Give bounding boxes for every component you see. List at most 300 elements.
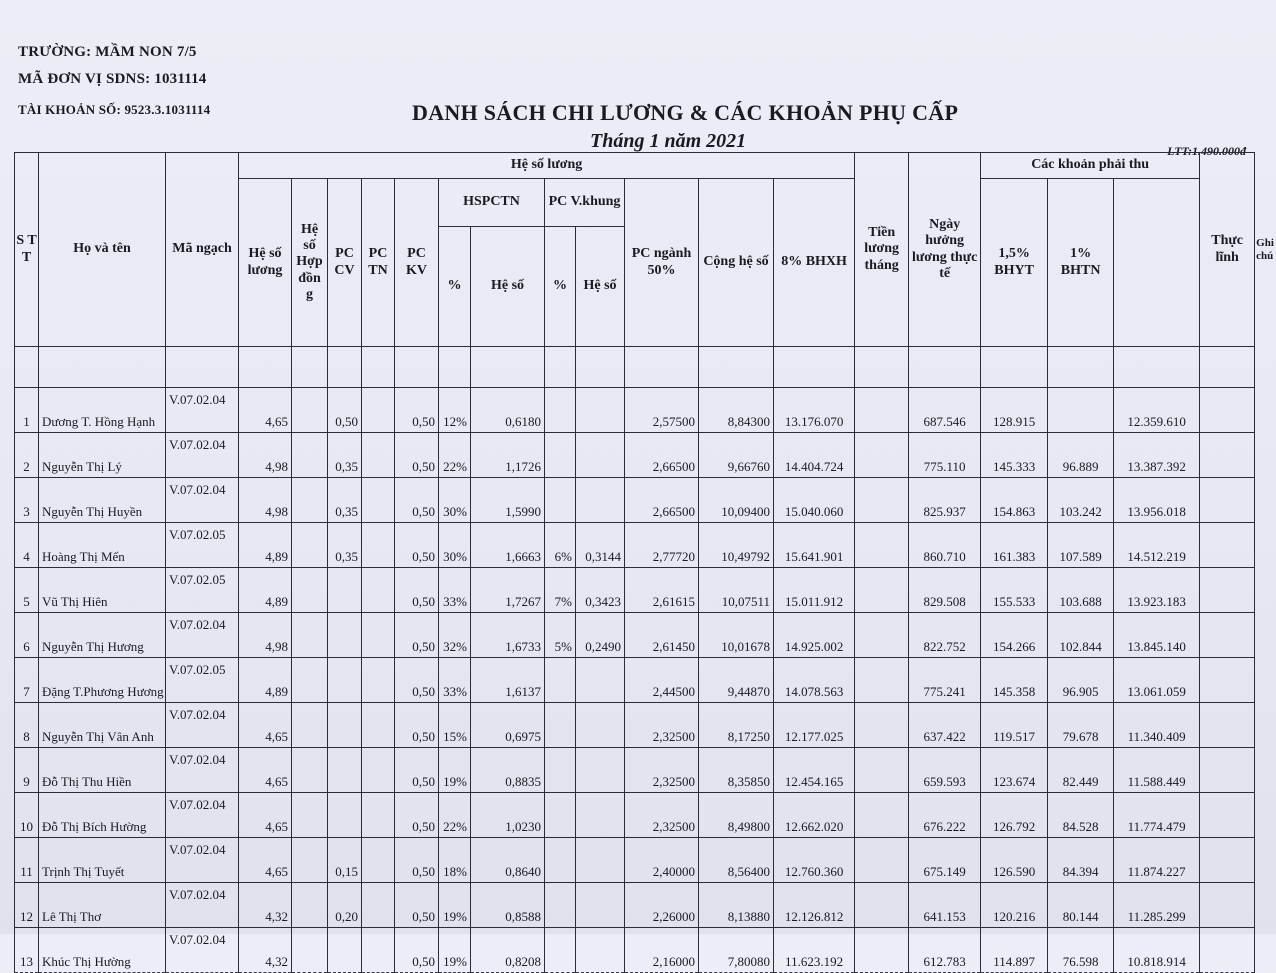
row-vk-percent bbox=[545, 703, 576, 748]
row-pc-nganh: 2,26000 bbox=[625, 883, 699, 928]
row-hspctn-percent: 15% bbox=[439, 703, 471, 748]
table-row bbox=[15, 748, 1255, 793]
row-name: Đỗ Thị Thu Hiền bbox=[39, 748, 166, 793]
row-total-coefficient: 8,35850 bbox=[699, 748, 774, 793]
row-monthly-salary: 13.176.070 bbox=[774, 388, 855, 433]
row-actual-days bbox=[855, 838, 909, 883]
row-bhxh: 641.153 bbox=[909, 883, 981, 928]
table-row bbox=[15, 928, 1255, 973]
row-bhyt: 128.915 bbox=[981, 388, 1048, 433]
row-monthly-salary: 15.040.060 bbox=[774, 478, 855, 523]
row-bhyt: 154.863 bbox=[981, 478, 1048, 523]
row-actual-days bbox=[855, 928, 909, 973]
row-bhxh: 860.710 bbox=[909, 523, 981, 568]
row-pc-nganh: 2,61615 bbox=[625, 568, 699, 613]
row-bhyt: 154.266 bbox=[981, 613, 1048, 658]
col-actual-days: Ngày hưởng lương thực tế bbox=[909, 153, 981, 347]
row-monthly-salary: 14.404.724 bbox=[774, 433, 855, 478]
header-spacer-row bbox=[15, 347, 1255, 388]
row-name: Khúc Thị Hường bbox=[39, 928, 166, 973]
row-coefficient: 4,89 bbox=[239, 658, 292, 703]
salary-table: S T T Họ và tên Mã ngạch Hệ số lương Tiền lương tháng Ngày hưởng lương thực tế Các khoản phải thu Thực lĩnh Ghi chú Hệ số lương Hệ số Hợp đồn g PC CV PC TN PC KV HSPCTN PC V.khung PC ngành 50% Cộng hệ số 8% BHXH 1,5% BHYT 1% BHTN % Hệ số % Hệ số 1 Dương T. Hồng Hạnh V.07.02.04 4,65 0,50 0,50 12% 0,6180 2,57500 8,84300 13.176.070 687.546 128.915 12.359.610 2 Nguyễn Thị Lý V.07.02.04 4,98 0,35 0,50 22% 1,1726 2,66500 9,66760 14.404.724 775.110 145.333 96.889 13.387.392 3 Nguyễn Thị Huyền V.07.02.04 4,98 0,35 0,50 30% 1,5990 2,66500 10,09400 15.040.060 825.937 154.863 103.242 13.956.018 4 Hoàng Thị Mến V.07.02.05 4,89 0,35 0,50 30% 1,6663 6% 0,3144 2,77720 10,49792 15.641.901 860.710 161.383 107.589 14.512.219 5 Vũ Thị Hiên V.07.02.05 4,89 0,50 33% 1,7267 7% 0,3423 2,61615 10,07511 15.011.912 829.508 155.533 103.688 13.923.183 6 Nguyễn Thị Hương V.07.02.04 4,98 0,50 32% 1,6733 5% 0,2490 2,61450 10,01678 14.925.002 822.752 154.266 102.844 13.845.140 7 Đặng T.Phương Hương V.07.02.05 4,89 0,50 33% 1,6137 2,44500 9,44870 14.078.563 775.241 145.358 96.905 13.061.059 8 Nguyễn Thị Vân Anh V.07.02.04 4,65 0,50 15% 0,6975 2,32500 8,17250 12.177.025 637.422 119.517 79.678 11.340.409 9 Đỗ Thị Thu Hiền V.07.02.04 4,65 0,50 19% 0,8835 2,32500 8,35850 12.454.165 659.593 123.674 82.449 11.588.449 10 Đỗ Thị Bích Hường V.07.02.04 4,65 0,50 22% 1,0230 2,32500 8,49800 12.662.020 676.222 126.792 84.528 11.774.479 11 Trịnh Thị Tuyết V.07.02.04 4,65 0,15 0,50 18% 0,8640 2,40000 8,56400 12.760.360 675.149 126.590 84.394 11.874.227 12 Lê Thị Thơ V.07.02.04 4,32 0,20 0,50 19% 0,8588 2,26000 8,13880 12.126.812 641.153 120.216 80.144 11.285.299 13 Khúc Thị Hường V.07.02.04 4,32 0,50 19% 0,8208 2,16000 7,80080 11.623.192 612.783 114.897 76.598 10.818.914 bbox=[14, 152, 1255, 973]
row-vk-percent: 7% bbox=[545, 568, 576, 613]
row-bhyt: 123.674 bbox=[981, 748, 1048, 793]
row-hspctn-coefficient: 1,0230 bbox=[471, 793, 545, 838]
col-net-pay: Thực lĩnh bbox=[1200, 153, 1255, 347]
row-code: V.07.02.04 bbox=[166, 478, 239, 523]
row-coefficient: 4,65 bbox=[239, 388, 292, 433]
row-bhxh: 822.752 bbox=[909, 613, 981, 658]
row-code: V.07.02.05 bbox=[166, 658, 239, 703]
row-coefficient: 4,65 bbox=[239, 748, 292, 793]
row-pc-tn bbox=[362, 883, 395, 928]
row-pc-kv: 0,50 bbox=[395, 658, 439, 703]
row-name: Đỗ Thị Bích Hường bbox=[39, 793, 166, 838]
table-row bbox=[15, 523, 1255, 568]
row-name: Nguyễn Thị Lý bbox=[39, 433, 166, 478]
row-pc-kv: 0,50 bbox=[395, 523, 439, 568]
table-row bbox=[15, 703, 1255, 748]
row-pc-cv bbox=[328, 613, 362, 658]
row-bhtn: 82.449 bbox=[1048, 748, 1114, 793]
row-total-coefficient: 9,44870 bbox=[699, 658, 774, 703]
row-notes bbox=[1200, 478, 1255, 523]
row-code: V.07.02.04 bbox=[166, 613, 239, 658]
row-stt: 5 bbox=[15, 568, 39, 613]
row-code: V.07.02.04 bbox=[166, 433, 239, 478]
row-pc-tn bbox=[362, 658, 395, 703]
row-monthly-salary: 11.623.192 bbox=[774, 928, 855, 973]
row-net-pay: 13.387.392 bbox=[1114, 433, 1200, 478]
col-group-coefficient: Hệ số lương bbox=[239, 153, 855, 179]
row-coefficient: 4,32 bbox=[239, 928, 292, 973]
row-code: V.07.02.04 bbox=[166, 883, 239, 928]
row-name: Trịnh Thị Tuyết bbox=[39, 838, 166, 883]
row-bhyt: 120.216 bbox=[981, 883, 1048, 928]
row-actual-days bbox=[855, 658, 909, 703]
table-row bbox=[15, 658, 1255, 703]
row-hspctn-coefficient: 0,6975 bbox=[471, 703, 545, 748]
row-vk-coefficient: 0,3144 bbox=[576, 523, 625, 568]
row-net-pay: 13.845.140 bbox=[1114, 613, 1200, 658]
row-hspctn-percent: 30% bbox=[439, 523, 471, 568]
row-hspctn-coefficient: 0,8208 bbox=[471, 928, 545, 973]
row-net-pay: 13.956.018 bbox=[1114, 478, 1200, 523]
row-pc-nganh: 2,66500 bbox=[625, 433, 699, 478]
row-name: Lê Thị Thơ bbox=[39, 883, 166, 928]
row-pc-nganh: 2,44500 bbox=[625, 658, 699, 703]
row-pc-nganh: 2,32500 bbox=[625, 793, 699, 838]
table-row bbox=[15, 433, 1255, 478]
school-name: TRƯỜNG: MẦM NON 7/5 bbox=[18, 44, 197, 60]
row-total-coefficient: 10,01678 bbox=[699, 613, 774, 658]
row-pc-kv: 0,50 bbox=[395, 478, 439, 523]
row-contract bbox=[292, 568, 328, 613]
base-salary-note: LTT:1.490.000đ bbox=[1167, 144, 1246, 158]
row-pc-cv bbox=[328, 658, 362, 703]
row-vk-coefficient bbox=[576, 703, 625, 748]
row-total-coefficient: 10,07511 bbox=[699, 568, 774, 613]
col-bhyt: 1,5% BHYT bbox=[981, 179, 1048, 347]
row-hspctn-percent: 19% bbox=[439, 883, 471, 928]
row-code: V.07.02.04 bbox=[166, 793, 239, 838]
row-vk-percent bbox=[545, 838, 576, 883]
row-actual-days bbox=[855, 523, 909, 568]
row-bhyt: 145.333 bbox=[981, 433, 1048, 478]
row-monthly-salary: 15.011.912 bbox=[774, 568, 855, 613]
row-pc-kv: 0,50 bbox=[395, 703, 439, 748]
row-coefficient: 4,98 bbox=[239, 478, 292, 523]
table-row bbox=[15, 883, 1255, 928]
row-name: Vũ Thị Hiên bbox=[39, 568, 166, 613]
row-vk-coefficient bbox=[576, 793, 625, 838]
row-bhxh: 612.783 bbox=[909, 928, 981, 973]
row-hspctn-percent: 33% bbox=[439, 658, 471, 703]
row-code: V.07.02.05 bbox=[166, 523, 239, 568]
row-hspctn-coefficient: 1,5990 bbox=[471, 478, 545, 523]
row-contract bbox=[292, 928, 328, 973]
col-code: Mã ngạch bbox=[166, 153, 239, 347]
row-notes bbox=[1200, 793, 1255, 838]
table-row bbox=[15, 793, 1255, 838]
row-name: Nguyễn Thị Huyền bbox=[39, 478, 166, 523]
col-bhxh: 8% BHXH bbox=[774, 179, 855, 347]
row-pc-kv: 0,50 bbox=[395, 748, 439, 793]
col-pc-nganh: PC ngành 50% bbox=[625, 179, 699, 347]
table-row bbox=[15, 838, 1255, 883]
row-stt: 1 bbox=[15, 388, 39, 433]
row-hspctn-percent: 12% bbox=[439, 388, 471, 433]
row-pc-nganh: 2,32500 bbox=[625, 703, 699, 748]
row-hspctn-percent: 22% bbox=[439, 433, 471, 478]
row-contract bbox=[292, 748, 328, 793]
row-actual-days bbox=[855, 613, 909, 658]
account-number: TÀI KHOẢN SỐ: 9523.3.1031114 bbox=[18, 102, 211, 117]
table-row bbox=[15, 388, 1255, 433]
row-hspctn-percent: 32% bbox=[439, 613, 471, 658]
row-actual-days bbox=[855, 703, 909, 748]
row-vk-percent bbox=[545, 748, 576, 793]
row-net-pay: 13.923.183 bbox=[1114, 568, 1200, 613]
row-notes bbox=[1200, 748, 1255, 793]
row-total-coefficient: 8,56400 bbox=[699, 838, 774, 883]
row-total-coefficient: 10,09400 bbox=[699, 478, 774, 523]
row-pc-kv: 0,50 bbox=[395, 883, 439, 928]
row-vk-coefficient bbox=[576, 433, 625, 478]
row-bhtn: 102.844 bbox=[1048, 613, 1114, 658]
row-net-pay: 10.818.914 bbox=[1114, 928, 1200, 973]
row-pc-cv: 0,35 bbox=[328, 478, 362, 523]
row-pc-cv: 0,20 bbox=[328, 883, 362, 928]
row-coefficient: 4,65 bbox=[239, 793, 292, 838]
row-vk-percent: 6% bbox=[545, 523, 576, 568]
row-net-pay: 11.588.449 bbox=[1114, 748, 1200, 793]
row-bhtn: 80.144 bbox=[1048, 883, 1114, 928]
row-stt: 12 bbox=[15, 883, 39, 928]
row-actual-days bbox=[855, 883, 909, 928]
row-contract bbox=[292, 523, 328, 568]
row-contract bbox=[292, 838, 328, 883]
row-pc-nganh: 2,66500 bbox=[625, 478, 699, 523]
row-pc-nganh: 2,40000 bbox=[625, 838, 699, 883]
row-hspctn-percent: 30% bbox=[439, 478, 471, 523]
row-pc-tn bbox=[362, 478, 395, 523]
row-notes bbox=[1200, 883, 1255, 928]
row-monthly-salary: 12.126.812 bbox=[774, 883, 855, 928]
row-total-coefficient: 7,80080 bbox=[699, 928, 774, 973]
row-net-pay: 11.285.299 bbox=[1114, 883, 1200, 928]
row-hspctn-percent: 19% bbox=[439, 748, 471, 793]
row-pc-cv bbox=[328, 793, 362, 838]
row-vk-coefficient bbox=[576, 748, 625, 793]
row-total-coefficient: 8,13880 bbox=[699, 883, 774, 928]
row-bhxh: 775.241 bbox=[909, 658, 981, 703]
row-contract bbox=[292, 883, 328, 928]
row-name: Đặng T.Phương Hương bbox=[39, 658, 166, 703]
row-bhtn: 84.528 bbox=[1048, 793, 1114, 838]
row-bhtn: 79.678 bbox=[1048, 703, 1114, 748]
row-actual-days bbox=[855, 433, 909, 478]
col-pc-kv: PC KV bbox=[395, 179, 439, 347]
col-pc-cv: PC CV bbox=[328, 179, 362, 347]
row-pc-kv: 0,50 bbox=[395, 568, 439, 613]
row-net-pay: 11.774.479 bbox=[1114, 793, 1200, 838]
row-contract bbox=[292, 613, 328, 658]
row-stt: 10 bbox=[15, 793, 39, 838]
row-coefficient: 4,65 bbox=[239, 703, 292, 748]
col-group-pc-vkhung: PC V.khung bbox=[545, 179, 625, 227]
row-stt: 6 bbox=[15, 613, 39, 658]
col-contract-coefficient: Hệ số Hợp đồn g bbox=[292, 179, 328, 347]
row-actual-days bbox=[855, 478, 909, 523]
row-bhxh: 637.422 bbox=[909, 703, 981, 748]
row-monthly-salary: 12.177.025 bbox=[774, 703, 855, 748]
row-contract bbox=[292, 388, 328, 433]
row-hspctn-percent: 18% bbox=[439, 838, 471, 883]
row-stt: 4 bbox=[15, 523, 39, 568]
row-pc-nganh: 2,77720 bbox=[625, 523, 699, 568]
row-vk-percent bbox=[545, 793, 576, 838]
row-bhyt: 126.792 bbox=[981, 793, 1048, 838]
row-code: V.07.02.04 bbox=[166, 838, 239, 883]
row-actual-days bbox=[855, 748, 909, 793]
row-pc-tn bbox=[362, 613, 395, 658]
row-notes bbox=[1200, 613, 1255, 658]
row-vk-percent bbox=[545, 478, 576, 523]
document-title: DANH SÁCH CHI LƯƠNG & CÁC KHOẢN PHỤ CẤP bbox=[412, 100, 959, 125]
row-code: V.07.02.04 bbox=[166, 703, 239, 748]
row-hspctn-coefficient: 0,6180 bbox=[471, 388, 545, 433]
col-monthly-salary: Tiền lương tháng bbox=[855, 153, 909, 347]
row-monthly-salary: 14.078.563 bbox=[774, 658, 855, 703]
col-hspctn-percent: % bbox=[439, 227, 471, 347]
row-code: V.07.02.04 bbox=[166, 748, 239, 793]
row-name: Dương T. Hồng Hạnh bbox=[39, 388, 166, 433]
row-total-coefficient: 8,84300 bbox=[699, 388, 774, 433]
row-bhtn: 103.242 bbox=[1048, 478, 1114, 523]
row-stt: 2 bbox=[15, 433, 39, 478]
row-total-coefficient: 10,49792 bbox=[699, 523, 774, 568]
document-subtitle: Tháng 1 năm 2021 bbox=[590, 130, 747, 152]
row-pc-nganh: 2,57500 bbox=[625, 388, 699, 433]
row-notes bbox=[1200, 703, 1255, 748]
row-stt: 11 bbox=[15, 838, 39, 883]
row-hspctn-percent: 19% bbox=[439, 928, 471, 973]
row-name: Nguyễn Thị Hương bbox=[39, 613, 166, 658]
row-notes bbox=[1200, 388, 1255, 433]
row-bhyt: 161.383 bbox=[981, 523, 1048, 568]
row-hspctn-coefficient: 0,8588 bbox=[471, 883, 545, 928]
row-bhyt: 119.517 bbox=[981, 703, 1048, 748]
row-notes bbox=[1200, 568, 1255, 613]
col-stt: S T T bbox=[15, 153, 39, 347]
row-contract bbox=[292, 703, 328, 748]
row-pc-cv: 0,35 bbox=[328, 523, 362, 568]
row-pc-tn bbox=[362, 703, 395, 748]
row-vk-coefficient bbox=[576, 928, 625, 973]
row-net-pay: 14.512.219 bbox=[1114, 523, 1200, 568]
row-actual-days bbox=[855, 568, 909, 613]
row-vk-percent: 5% bbox=[545, 613, 576, 658]
row-net-pay: 11.340.409 bbox=[1114, 703, 1200, 748]
row-pc-tn bbox=[362, 928, 395, 973]
row-net-pay: 11.874.227 bbox=[1114, 838, 1200, 883]
row-bhxh: 676.222 bbox=[909, 793, 981, 838]
col-bhtn: 1% BHTN bbox=[1048, 179, 1114, 347]
row-pc-tn bbox=[362, 748, 395, 793]
row-coefficient: 4,98 bbox=[239, 613, 292, 658]
col-coefficient: Hệ số lương bbox=[239, 179, 292, 347]
row-code: V.07.02.04 bbox=[166, 928, 239, 973]
table-row bbox=[15, 478, 1255, 523]
row-pc-kv: 0,50 bbox=[395, 613, 439, 658]
row-vk-coefficient bbox=[576, 658, 625, 703]
row-bhxh: 675.149 bbox=[909, 838, 981, 883]
row-bhtn: 84.394 bbox=[1048, 838, 1114, 883]
row-code: V.07.02.04 bbox=[166, 388, 239, 433]
row-bhyt: 114.897 bbox=[981, 928, 1048, 973]
row-pc-tn bbox=[362, 838, 395, 883]
row-notes bbox=[1200, 838, 1255, 883]
row-hspctn-coefficient: 1,1726 bbox=[471, 433, 545, 478]
table-row bbox=[15, 613, 1255, 658]
row-name: Hoàng Thị Mến bbox=[39, 523, 166, 568]
row-monthly-salary: 15.641.901 bbox=[774, 523, 855, 568]
row-contract bbox=[292, 433, 328, 478]
col-hspctn-coefficient: Hệ số bbox=[471, 227, 545, 347]
row-pc-tn bbox=[362, 388, 395, 433]
row-hspctn-percent: 22% bbox=[439, 793, 471, 838]
row-total-coefficient: 8,49800 bbox=[699, 793, 774, 838]
row-vk-coefficient bbox=[576, 478, 625, 523]
col-vk-coefficient: Hệ số bbox=[576, 227, 625, 347]
row-bhyt: 145.358 bbox=[981, 658, 1048, 703]
row-bhxh: 687.546 bbox=[909, 388, 981, 433]
row-coefficient: 4,32 bbox=[239, 883, 292, 928]
row-stt: 7 bbox=[15, 658, 39, 703]
row-monthly-salary: 12.454.165 bbox=[774, 748, 855, 793]
row-code: V.07.02.05 bbox=[166, 568, 239, 613]
row-bhxh: 829.508 bbox=[909, 568, 981, 613]
row-vk-coefficient bbox=[576, 838, 625, 883]
row-total-coefficient: 8,17250 bbox=[699, 703, 774, 748]
row-bhxh: 775.110 bbox=[909, 433, 981, 478]
row-pc-kv: 0,50 bbox=[395, 433, 439, 478]
row-pc-nganh: 2,61450 bbox=[625, 613, 699, 658]
row-bhtn: 96.889 bbox=[1048, 433, 1114, 478]
row-pc-kv: 0,50 bbox=[395, 793, 439, 838]
row-pc-cv bbox=[328, 703, 362, 748]
row-pc-nganh: 2,32500 bbox=[625, 748, 699, 793]
row-pc-kv: 0,50 bbox=[395, 928, 439, 973]
row-notes bbox=[1200, 928, 1255, 973]
row-pc-tn bbox=[362, 793, 395, 838]
row-vk-percent bbox=[545, 388, 576, 433]
row-monthly-salary: 12.760.360 bbox=[774, 838, 855, 883]
row-hspctn-coefficient: 1,6663 bbox=[471, 523, 545, 568]
row-net-pay: 13.061.059 bbox=[1114, 658, 1200, 703]
row-hspctn-coefficient: 1,6137 bbox=[471, 658, 545, 703]
row-bhxh: 659.593 bbox=[909, 748, 981, 793]
row-name: Nguyễn Thị Vân Anh bbox=[39, 703, 166, 748]
row-pc-cv: 0,50 bbox=[328, 388, 362, 433]
row-bhtn: 103.688 bbox=[1048, 568, 1114, 613]
row-vk-percent bbox=[545, 883, 576, 928]
row-contract bbox=[292, 478, 328, 523]
row-hspctn-coefficient: 1,7267 bbox=[471, 568, 545, 613]
row-stt: 3 bbox=[15, 478, 39, 523]
row-notes bbox=[1200, 658, 1255, 703]
row-pc-cv bbox=[328, 748, 362, 793]
row-hspctn-coefficient: 0,8640 bbox=[471, 838, 545, 883]
row-pc-cv bbox=[328, 928, 362, 973]
row-notes bbox=[1200, 523, 1255, 568]
row-pc-tn bbox=[362, 568, 395, 613]
unit-code: MÃ ĐƠN VỊ SDNS: 1031114 bbox=[18, 71, 207, 87]
row-bhtn: 76.598 bbox=[1048, 928, 1114, 973]
row-contract bbox=[292, 793, 328, 838]
row-contract bbox=[292, 658, 328, 703]
row-pc-tn bbox=[362, 433, 395, 478]
row-coefficient: 4,98 bbox=[239, 433, 292, 478]
row-pc-cv: 0,35 bbox=[328, 433, 362, 478]
table-row bbox=[15, 568, 1255, 613]
row-pc-cv bbox=[328, 568, 362, 613]
row-vk-coefficient bbox=[576, 388, 625, 433]
row-bhyt: 155.533 bbox=[981, 568, 1048, 613]
row-stt: 8 bbox=[15, 703, 39, 748]
row-vk-coefficient bbox=[576, 883, 625, 928]
row-pc-cv: 0,15 bbox=[328, 838, 362, 883]
row-vk-percent bbox=[545, 433, 576, 478]
row-stt: 13 bbox=[15, 928, 39, 973]
col-total-coefficient: Cộng hệ số bbox=[699, 179, 774, 347]
row-vk-coefficient: 0,2490 bbox=[576, 613, 625, 658]
row-bhyt: 126.590 bbox=[981, 838, 1048, 883]
row-monthly-salary: 12.662.020 bbox=[774, 793, 855, 838]
row-net-pay: 12.359.610 bbox=[1114, 388, 1200, 433]
row-stt: 9 bbox=[15, 748, 39, 793]
row-coefficient: 4,89 bbox=[239, 523, 292, 568]
row-pc-kv: 0,50 bbox=[395, 838, 439, 883]
row-total-coefficient: 9,66760 bbox=[699, 433, 774, 478]
row-actual-days bbox=[855, 388, 909, 433]
row-vk-percent bbox=[545, 658, 576, 703]
row-pc-tn bbox=[362, 523, 395, 568]
row-bhtn: 96.905 bbox=[1048, 658, 1114, 703]
col-group-deductions: Các khoản phải thu bbox=[981, 153, 1200, 179]
row-coefficient: 4,89 bbox=[239, 568, 292, 613]
